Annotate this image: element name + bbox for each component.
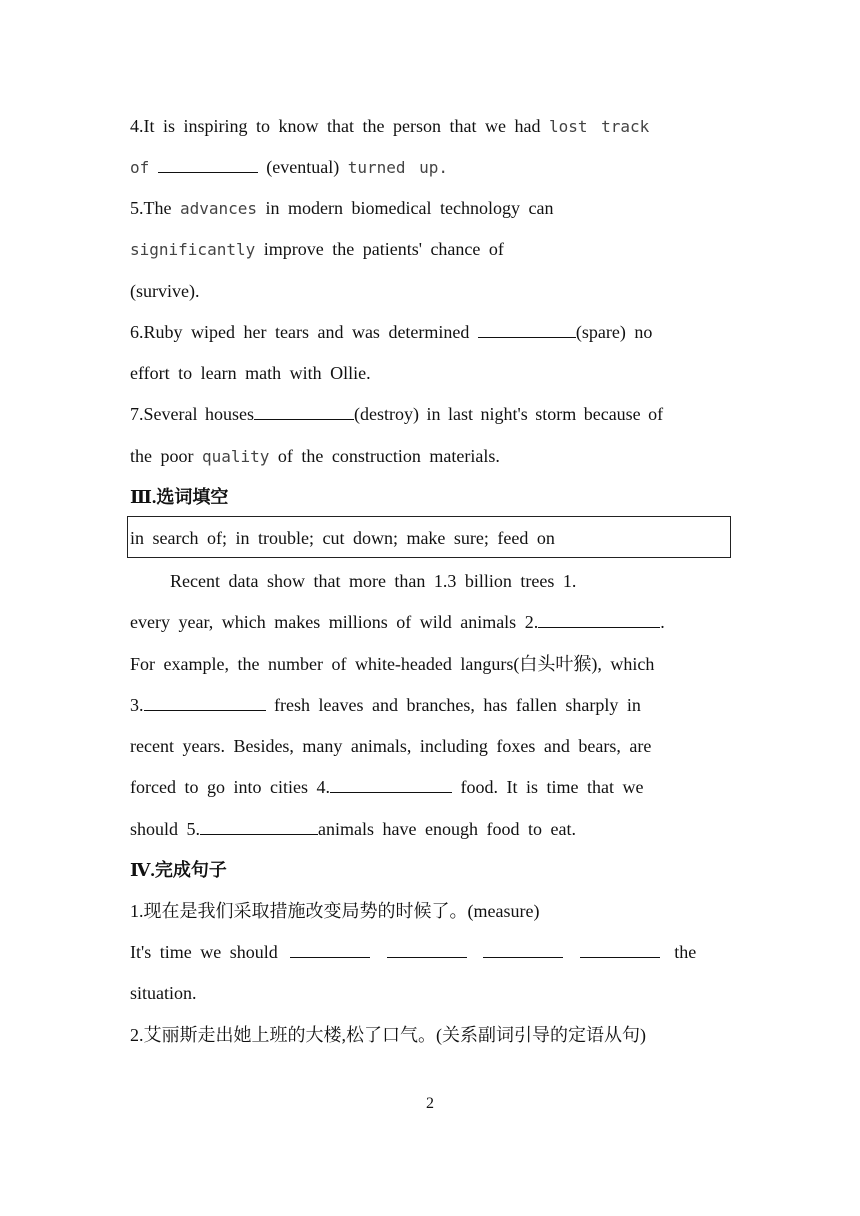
answer-blank[interactable] — [330, 776, 452, 793]
answer-blank[interactable] — [483, 941, 563, 958]
question-1-english-cont: situation. — [130, 983, 197, 1003]
item-7-line-1: 7.Several houses (destroy) in last night's storm because of — [130, 404, 664, 424]
answer-blank[interactable] — [387, 941, 467, 958]
section-4-title: Ⅳ.完成句子 — [130, 860, 227, 880]
answer-blank[interactable] — [144, 694, 266, 711]
item-5-line-2: significantly improve the patients' chance of — [130, 239, 504, 259]
answer-blank[interactable] — [478, 321, 576, 338]
item-6-line-1: 6.Ruby wiped her tears and was determined (spare) no — [130, 322, 653, 342]
answer-blank[interactable] — [254, 403, 354, 420]
passage-line-3: For example, the number of white-headed langurs(白头叶猴), which — [130, 654, 655, 674]
item-4-line-1: 4.It is inspiring to know that the person that we had lost track — [130, 116, 650, 136]
item-4-line-2: of (eventual) turned up. — [130, 157, 449, 177]
page-number: 2 — [426, 1095, 434, 1112]
highlight-phrase: lost track — [548, 117, 650, 136]
passage-line-7: should 5. animals have enough food to eat. — [130, 819, 576, 839]
passage-line-5: recent years. Besides, many animals, including foxes and bears, are — [130, 736, 652, 756]
answer-blank[interactable] — [290, 941, 370, 958]
answer-blank[interactable] — [158, 156, 258, 173]
question-1-english: It's time we should the — [130, 942, 697, 962]
question-1-chinese: 1.现在是我们采取措施改变局势的时候了。(measure) — [130, 901, 540, 921]
item-5-line-3: (survive). — [130, 281, 200, 301]
section-3-title: Ⅲ.选词填空 — [130, 487, 229, 507]
item-5-line-1: 5.The advances in modern biomedical technology can — [130, 198, 554, 218]
question-2-chinese: 2.艾丽斯走出她上班的大楼,松了口气。(关系副词引导的定语从句) — [130, 1025, 646, 1045]
answer-blank[interactable] — [580, 941, 660, 958]
item-6-line-2: effort to learn math with Ollie. — [130, 363, 371, 383]
passage-line-2: every year, which makes millions of wild animals 2. . — [130, 612, 665, 632]
passage-line-6: forced to go into cities 4. food. It is time that we — [130, 777, 644, 797]
word-box-text: in search of; in trouble; cut down; make sure; feed on — [130, 528, 555, 548]
passage-line-4: 3. fresh leaves and branches, has fallen sharply in — [130, 695, 641, 715]
answer-blank[interactable] — [200, 818, 318, 835]
passage-line-1: Recent data show that more than 1.3 billion trees 1. — [170, 571, 577, 591]
item-7-line-2: the poor quality of the construction materials. — [130, 446, 500, 466]
answer-blank[interactable] — [538, 611, 660, 628]
